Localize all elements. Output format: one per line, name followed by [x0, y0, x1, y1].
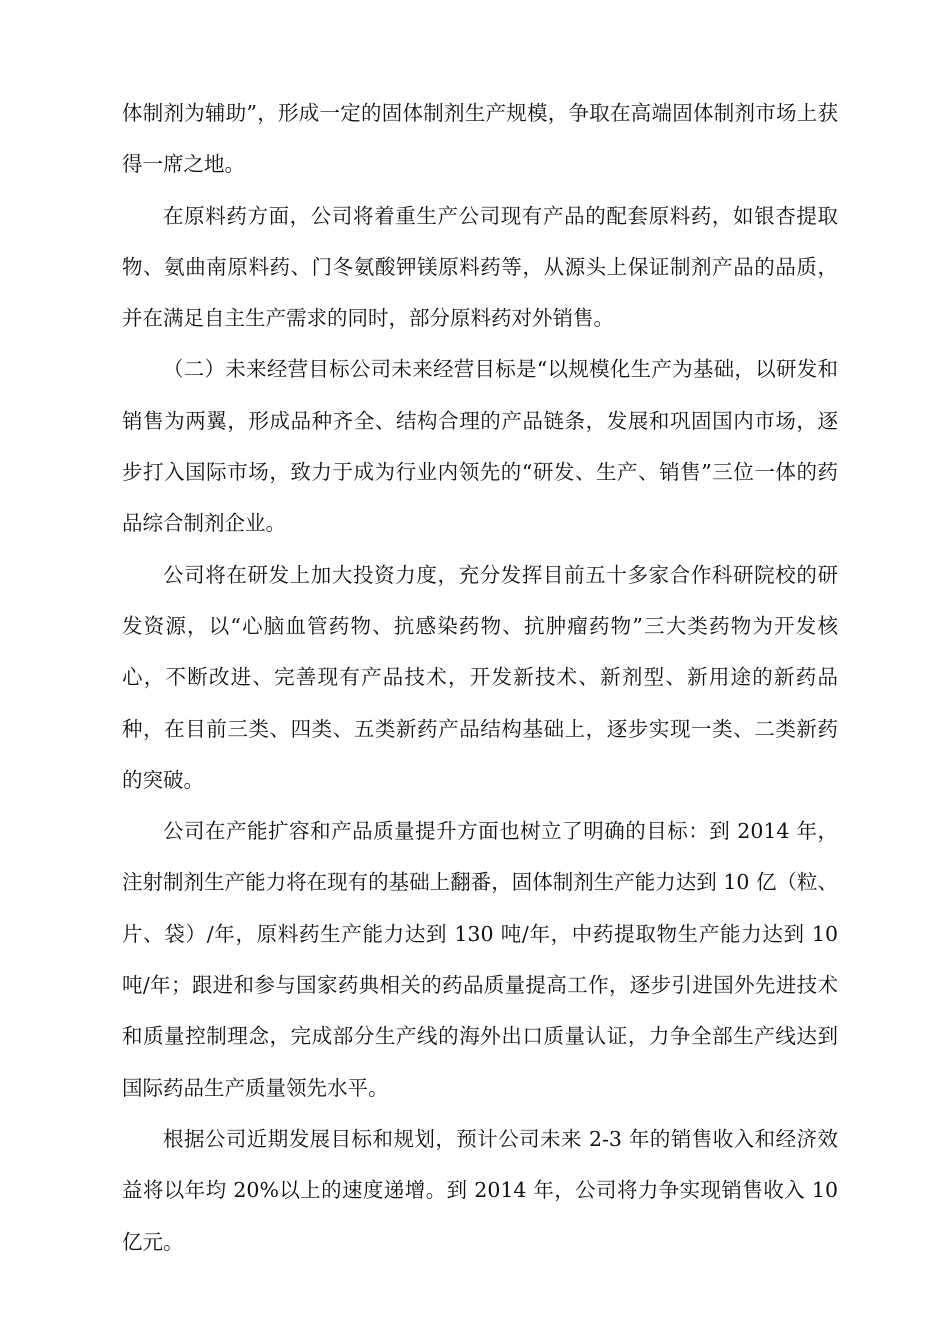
- paragraph-rnd: 公司将在研发上加大投资力度，充分发挥目前五十多家合作科研院校的研发资源，以“心脑血管药物、抗感染药物、抗肿瘤药物”三大类药物为开发核心，不断改进、完善现有产品技术，开发新技术、新剂型、新用途的新药品种，在目前三类、四类、五类新药产品结构基础上，逐步实现一类、二类新药的突破。: [122, 562, 838, 792]
- paragraph-raw-materials: 在原料药方面，公司将着重生产公司现有产品的配套原料药，如银杏提取物、氨曲南原料药、门冬氨酸钾镁原料药等，从源头上保证制剂产品的品质，并在满足自主生产需求的同时，部分原料药对外销售。: [122, 203, 838, 331]
- paragraph-business-goals: （二）未来经营目标公司未来经营目标是“以规模化生产为基础，以研发和销售为两翼，形成品种齐全、结构合理的产品链条，发展和巩固国内市场，逐步打入国际市场，致力于成为行业内领先的“研发、生产、销售”三位一体的药品综合制剂企业。: [122, 357, 838, 536]
- paragraph-revenue: 根据公司近期发展目标和规划，预计公司未来 2-3 年的销售收入和经济效益将以年均 20%以上的速度递增。到 2014 年，公司将力争实现销售收入 10 亿元。: [122, 1126, 838, 1254]
- document-body: [122, 88, 838, 1268]
- paragraph-capacity: 公司在产能扩容和产品质量提升方面也树立了明确的目标：到 2014 年，注射制剂生产能力将在现有的基础上翻番，固体制剂生产能力达到 10 亿（粒、片、袋）/年，原料药生产能力达到 130 吨/年，中药提取物生产能力达到 10 吨/年；跟进和参与国家药典相关的药品质量提高工作，逐步引进国外先进技术和质量控制理念，完成部分生产线的海外出口质量认证，力争全部生产线达到国际药品生产质量领先水平。: [122, 819, 838, 1100]
- paragraph-continuation: 体制剂为辅助”，形成一定的固体制剂生产规模，争取在高端固体制剂市场上获得一席之地。: [122, 101, 838, 177]
